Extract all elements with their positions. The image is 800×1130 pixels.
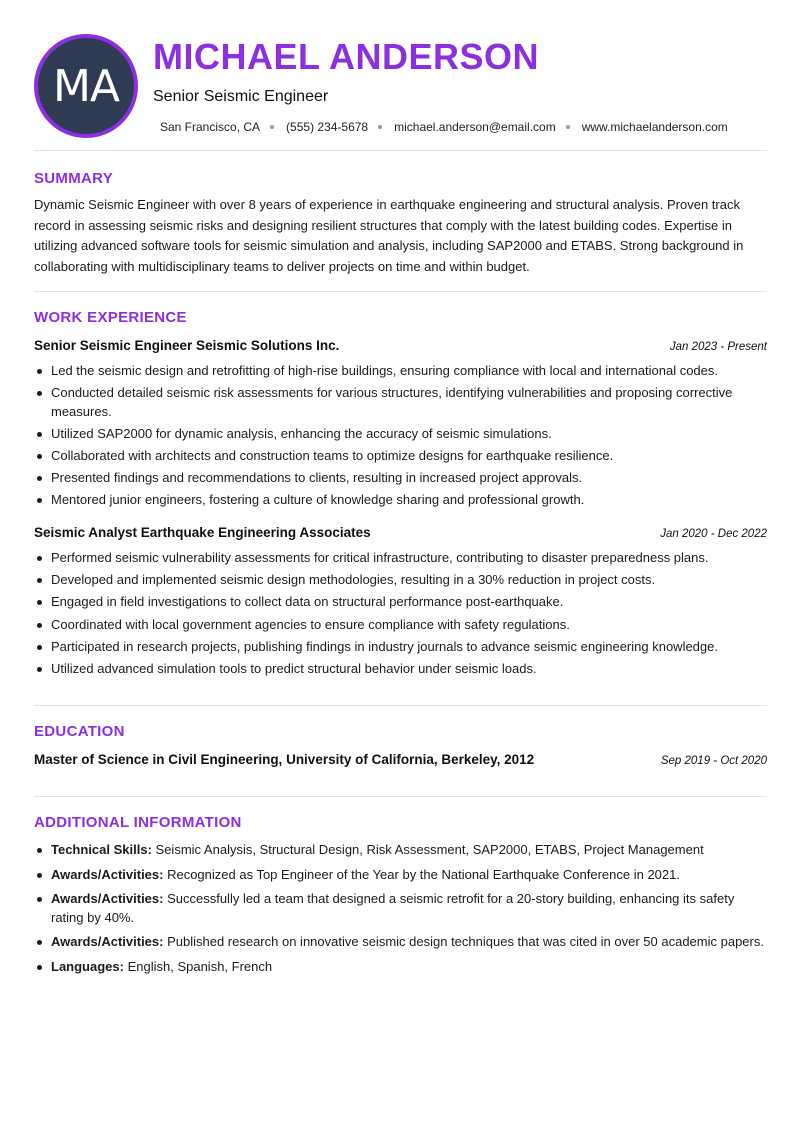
candidate-title: Senior Seismic Engineer: [153, 88, 329, 105]
separator-dot: [566, 125, 570, 129]
list-item: Presented findings and recommendations to clients, resulting in increased project approvals.: [34, 469, 767, 488]
avatar-initials: MA: [52, 60, 120, 112]
list-item: Coordinated with local government agencies to ensure compliance with safety regulations.: [34, 616, 767, 635]
job-dates: Jan 2023 - Present: [669, 341, 767, 353]
additional-list: [34, 841, 767, 982]
item-text: Seismic Analysis, Structural Design, Risk Assessment, SAP2000, ETABS, Project Management: [151, 842, 704, 857]
list-item: Participated in research projects, publishing findings in industry journals to advance seismic engineering knowledge.: [34, 638, 767, 657]
item-label: Technical Skills:: [51, 842, 152, 857]
divider: [34, 705, 767, 706]
separator-dot: [270, 125, 274, 129]
candidate-name: MICHAEL ANDERSON: [153, 36, 540, 77]
list-item: [34, 841, 767, 860]
list-item: Developed and implemented seismic design methodologies, resulting in a 30% reduction in project costs.: [34, 571, 767, 590]
contact-website[interactable]: www.michaelanderson.com: [581, 120, 728, 134]
contact-email[interactable]: michael.anderson@email.com: [394, 120, 556, 134]
divider: [34, 796, 767, 797]
list-item: [34, 866, 767, 885]
list-item: [34, 933, 767, 952]
item-label: Languages:: [51, 958, 124, 974]
summary-heading: SUMMARY: [34, 170, 114, 187]
item-text: Published research on innovative seismic design techniques that was cited in over 50 academic papers.: [163, 934, 764, 949]
divider: [34, 150, 767, 151]
education-degree: Master of Science in Civil Engineering, University of California, Berkeley, 2012: [34, 752, 535, 767]
item-text: Recognized as Top Engineer of the Year by the National Earthquake Conference in 2021.: [163, 866, 680, 882]
item-label: Awards/Activities:: [51, 866, 164, 882]
list-item: Utilized SAP2000 for dynamic analysis, enhancing the accuracy of seismic simulations.: [34, 425, 767, 444]
list-item: Engaged in field investigations to collect data on structural performance post-earthquake.: [34, 593, 767, 612]
job-bullets: [34, 362, 767, 514]
job-dates: Jan 2020 - Dec 2022: [660, 528, 767, 540]
contact-phone: (555) 234-5678: [286, 120, 369, 134]
job-role: Senior Seismic Engineer Seismic Solutions Inc.: [34, 338, 340, 353]
job-role: Seismic Analyst Earthquake Engineering Associates: [34, 525, 371, 540]
contact-location: San Francisco, CA: [160, 120, 261, 134]
item-label: Awards/Activities:: [51, 934, 164, 949]
separator-dot: [378, 125, 382, 129]
list-item: [34, 890, 767, 927]
job-header: [34, 525, 767, 540]
job-bullets: [34, 549, 767, 682]
education-dates: Sep 2019 - Oct 2020: [660, 755, 767, 767]
list-item: Led the seismic design and retrofitting of high-rise buildings, ensuring compliance with local and international codes.: [34, 362, 767, 381]
list-item: Mentored junior engineers, fostering a culture of knowledge sharing and professional growth.: [34, 491, 767, 510]
summary-text: Dynamic Seismic Engineer with over 8 years of experience in earthquake engineering and structural analysis. Proven track record in assessing seismic risks and designing resilient structures that comply with the latest building codes. Expertise in utilizing advanced software tools for seismic simulation and analysis, including SAP2000 and ETABS. Strong background in collaborating with multidisciplinary teams to deliver projects on time and within budget.: [34, 197, 744, 274]
avatar: [34, 34, 138, 138]
divider: [34, 291, 767, 292]
experience-heading: WORK EXPERIENCE: [34, 309, 187, 326]
list-item: Collaborated with architects and construction teams to optimize designs for earthquake resilience.: [34, 447, 767, 466]
education-heading: EDUCATION: [34, 723, 125, 740]
item-text: English, Spanish, French: [123, 958, 273, 974]
list-item: Performed seismic vulnerability assessments for critical infrastructure, contributing to disaster preparedness plans.: [34, 549, 767, 568]
list-item: [34, 958, 767, 977]
education-entry: [34, 752, 767, 767]
list-item: Utilized advanced simulation tools to predict structural behavior under seismic loads.: [34, 660, 767, 679]
contact-line: [160, 120, 728, 134]
additional-heading: ADDITIONAL INFORMATION: [34, 814, 242, 831]
list-item: Conducted detailed seismic risk assessments for various structures, identifying vulnerabilities and proposing corrective measures.: [34, 384, 767, 421]
job-header: [34, 338, 767, 353]
item-label: Awards/Activities:: [51, 891, 164, 906]
item-text: Successfully led a team that designed a seismic retrofit for a 20-story building, enhancing its safety rating by 40%.: [51, 891, 735, 925]
